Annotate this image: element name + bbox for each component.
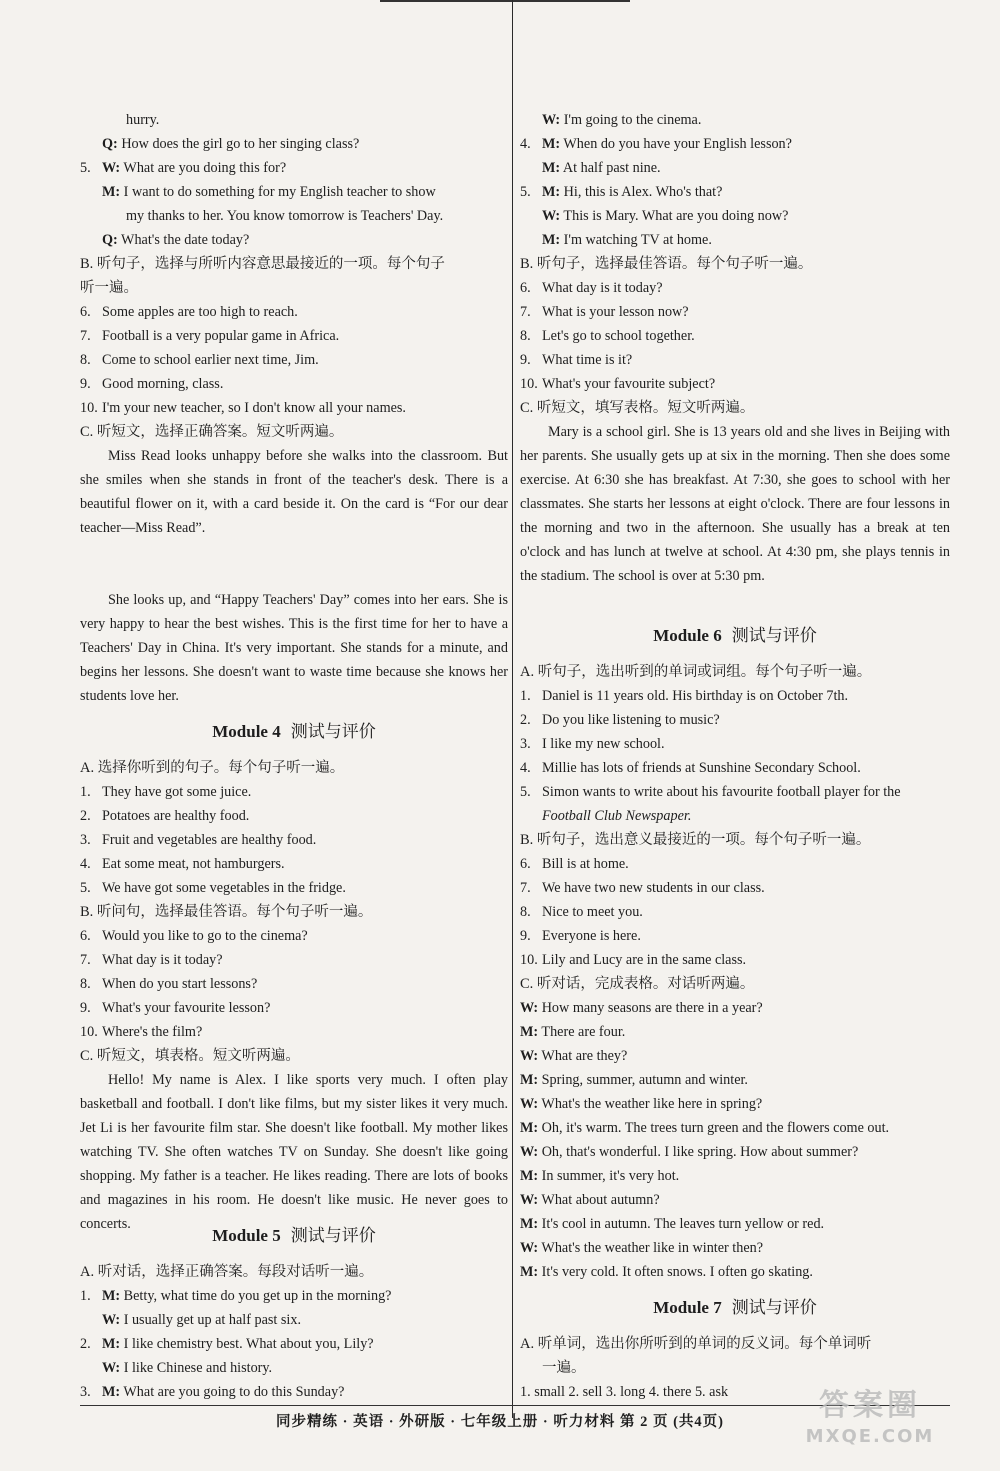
sentence-text: Let's go to school together. [542,328,695,344]
numbered-sentence [80,324,508,348]
item-number: 10. [80,400,98,416]
watermark-logo [770,1387,970,1457]
item-number: 7. [520,880,531,896]
sentence-text: Would you like to go to the cinema? [102,928,308,944]
module-subtitle: 测试与评价 [731,626,817,645]
numbered-sentence [520,708,950,732]
speaker-label: W: [520,1048,539,1064]
dialogue-text: Betty, what time do you get up in the morning? [120,1288,392,1304]
dialogue-text: In summer, it's very hot. [538,1168,680,1184]
item-number: 4. [520,136,531,152]
section-instruction: 一遍。 [542,1360,586,1376]
numbered-sentence [520,324,950,348]
dialogue-line [80,132,508,156]
dialogue-text: What are you going to do this Sunday? [120,1384,345,1400]
section-instruction: C. 听短文，填写表格。短文听两遍。 [520,400,755,416]
item-number: 8. [520,328,531,344]
sentence-text: Where's the film? [102,1024,203,1040]
section-instruction: A. 选择你听到的句子。每个句子听一遍。 [80,760,345,776]
dialogue-text: How does the girl go to her singing class? [117,136,360,152]
numbered-sentence [80,1020,508,1044]
numbered-sentence [520,732,950,756]
sentence-text: Bill is at home. [542,856,629,872]
speaker-label: W: [520,1096,539,1112]
speaker-label: M: [520,1024,539,1040]
numbered-sentence [520,348,950,372]
dialogue-line [520,1212,950,1236]
sentence-text: Lily and Lucy are in the same class. [542,952,747,968]
section-instruction: A. 听单词，选出你所听到的单词的反义词。每个单词听 [520,1336,872,1352]
dialogue-line [520,1020,950,1044]
dialogue-text: What's the weather like here in spring? [538,1096,763,1112]
dialogue-line [520,1188,950,1212]
item-number: 8. [80,352,91,368]
item-number: 2. [520,712,531,728]
dialogue-text: What about autumn? [538,1192,660,1208]
item-number: 6. [80,304,91,320]
item-number: 7. [80,952,91,968]
item-number: 5. [80,160,91,176]
sentence-text: We have two new students in our class. [542,880,765,896]
dialogue-text: I like chemistry best. What about you, Lily? [120,1336,374,1352]
item-number: 4. [80,856,91,872]
right-column [520,108,950,1404]
module-subtitle: 测试与评价 [290,722,376,741]
module-subtitle: 测试与评价 [290,1226,376,1245]
sentence-text: What day is it today? [102,952,223,968]
speaker-label: M: [542,184,561,200]
numbered-sentence [80,948,508,972]
passage-paragraph: She looks up, and “Happy Teachers' Day” comes into her ears. She is very happy to hear the best wishes. This is the first time for her to have a Teachers' Day in China. It's very important. She stands for a minute, and begins her lessons. She doesn't want to waste time because she knows her students love her. [80,592,508,704]
dialogue-line [520,204,950,228]
numbered-sentence [80,924,508,948]
dialogue-text: What are you doing this for? [120,160,287,176]
item-number: 10. [520,952,538,968]
sentence-text: Potatoes are healthy food. [102,808,250,824]
dialogue-line [520,180,950,204]
module-name: Module 4 [212,722,281,741]
dialogue-line [520,156,950,180]
section-instruction: 听一遍。 [80,280,138,296]
item-number: 5. [80,880,91,896]
item-number: 6. [520,280,531,296]
dialogue-text: When do you have your English lesson? [560,136,792,152]
section-instruction: B. 听句子，选出意义最接近的一项。每个句子听一遍。 [520,832,871,848]
item-number: 10. [80,1024,98,1040]
dialogue-text: I usually get up at half past six. [120,1312,301,1328]
numbered-sentence [80,300,508,324]
module-heading [80,1212,508,1260]
text-line: 1. small 2. sell 3. long 4. there 5. ask [520,1384,729,1400]
sentence-text: Do you like listening to music? [542,712,720,728]
dialogue-text: At half past nine. [560,160,661,176]
numbered-sentence [80,828,508,852]
dialogue-text: What's the weather like in winter then? [538,1240,764,1256]
numbered-sentence [80,372,508,396]
module-subtitle: 测试与评价 [731,1298,817,1317]
item-number: 1. [520,688,531,704]
speaker-label: M: [520,1168,539,1184]
speaker-label: Q: [102,136,118,152]
module-heading [520,1284,950,1332]
sentence-text: Simon wants to write about his favourite football player for the [542,784,901,800]
item-number: 1. [80,1288,91,1304]
numbered-sentence [520,924,950,948]
dialogue-line [520,1092,950,1116]
section-instruction: C. 听对话，完成表格。对话听两遍。 [520,976,755,992]
section-instruction: B. 听问句，选择最佳答语。每个句子听一遍。 [80,904,373,920]
dialogue-text: It's very cold. It often snows. I often go skating. [538,1264,813,1280]
numbered-sentence [520,756,950,780]
speaker-label: M: [520,1216,539,1232]
section-instruction: B. 听句子，选择最佳答语。每个句子听一遍。 [520,256,813,272]
numbered-sentence [520,900,950,924]
dialogue-text: This is Mary. What are you doing now? [560,208,789,224]
item-number: 3. [520,736,531,752]
item-number: 5. [520,184,531,200]
dialogue-text: It's cool in autumn. The leaves turn yellow or red. [538,1216,825,1232]
speaker-label: W: [102,1360,121,1376]
sentence-text: Come to school earlier next time, Jim. [102,352,319,368]
speaker-label: W: [542,112,561,128]
sentence-text: What's your favourite lesson? [102,1000,271,1016]
dialogue-text: I'm watching TV at home. [560,232,712,248]
numbered-sentence [80,348,508,372]
section-instruction: C. 听短文，填表格。短文听两遍。 [80,1048,300,1064]
dialogue-line [520,1164,950,1188]
speaker-label: M: [520,1072,539,1088]
passage-paragraph: Miss Read looks unhappy before she walks into the classroom. But she smiles when she stands in front of the teacher's desk. There is a beautiful flower on it, with a card beside it. On the card is “For our dear teacher—Miss Read”. [80,448,508,536]
sentence-text: Fruit and vegetables are healthy food. [102,832,317,848]
speaker-label: M: [542,160,561,176]
speaker-label: M: [102,1288,121,1304]
sentence-text: They have got some juice. [102,784,252,800]
item-number: 4. [520,760,531,776]
dialogue-line [520,1260,950,1284]
module-name: Module 7 [653,1298,722,1317]
speaker-label: W: [542,208,561,224]
sentence-text: Good morning, class. [102,376,224,392]
speaker-label: M: [102,184,121,200]
module-heading [80,708,508,756]
sentence-text: Football is a very popular game in Africa. [102,328,340,344]
item-number: 9. [80,1000,91,1016]
dialogue-line [80,180,508,204]
sentence-text: Nice to meet you. [542,904,643,920]
item-number: 7. [520,304,531,320]
numbered-sentence [520,876,950,900]
dialogue-text: Oh, that's wonderful. I like spring. How about summer? [538,1144,859,1160]
sentence-text: I like my new school. [542,736,665,752]
dialogue-text: Oh, it's warm. The trees turn green and the flowers come out. [538,1120,890,1136]
sentence-text: Everyone is here. [542,928,641,944]
speaker-label: M: [542,136,561,152]
sentence-text: Some apples are too high to reach. [102,304,298,320]
sentence-text: What day is it today? [542,280,663,296]
item-number: 2. [80,808,91,824]
dialogue-line [520,1068,950,1092]
column-divider [512,0,513,1418]
speaker-label: W: [102,160,121,176]
text-line: hurry. [126,112,160,128]
item-number: 5. [520,784,531,800]
sentence-text: We have got some vegetables in the fridge. [102,880,346,896]
top-rule [380,0,630,2]
item-number: 8. [80,976,91,992]
item-number: 3. [80,832,91,848]
item-number: 1. [80,784,91,800]
module-heading [520,612,950,660]
module-name: Module 5 [212,1226,281,1245]
sentence-text: Eat some meat, not hamburgers. [102,856,285,872]
speaker-label: M: [520,1120,539,1136]
numbered-sentence [80,972,508,996]
numbered-sentence [80,852,508,876]
speaker-label: M: [542,232,561,248]
dialogue-text: There are four. [538,1024,626,1040]
section-instruction: A. 听对话，选择正确答案。每段对话听一遍。 [80,1264,374,1280]
dialogue-text: How many seasons are there in a year? [538,1000,763,1016]
speaker-label: W: [520,1192,539,1208]
dialogue-text: I want to do something for my English teacher to show [120,184,436,200]
numbered-sentence [520,780,950,804]
speaker-label: M: [102,1384,121,1400]
speaker-label: W: [520,1144,539,1160]
numbered-sentence [80,876,508,900]
dialogue-line [520,132,950,156]
sentence-text: When do you start lessons? [102,976,258,992]
item-number: 6. [80,928,91,944]
page-footer: 同步精练 · 英语 · 外研版 · 七年级上册 · 听力材料 第 2 页 (共4页) [276,1414,724,1430]
item-number: 7. [80,328,91,344]
text-line: Football Club Newspaper. [542,808,692,824]
sentence-text: I'm your new teacher, so I don't know all your names. [102,400,406,416]
dialogue-line [80,1284,508,1308]
speaker-label: M: [102,1336,121,1352]
dialogue-line [520,228,950,252]
item-number: 9. [80,376,91,392]
section-instruction: B. 听句子，选择与所听内容意思最接近的一项。每个句子 [80,256,445,272]
dialogue-line [520,1236,950,1260]
speaker-label: Q: [102,232,118,248]
dialogue-text: Hi, this is Alex. Who's that? [560,184,723,200]
dialogue-text: I like Chinese and history. [120,1360,273,1376]
item-number: 3. [80,1384,91,1400]
numbered-sentence [80,996,508,1020]
sentence-text: Millie has lots of friends at Sunshine Secondary School. [542,760,861,776]
watermark-bottom-text: MXQE.COM [805,1426,935,1447]
item-number: 9. [520,928,531,944]
numbered-sentence [520,852,950,876]
item-number: 9. [520,352,531,368]
sentence-text: What is your lesson now? [542,304,689,320]
item-number: 8. [520,904,531,920]
dialogue-line [80,1356,508,1380]
numbered-sentence [520,300,950,324]
speaker-label: W: [520,1240,539,1256]
numbered-sentence [80,396,508,420]
sentence-text: What time is it? [542,352,633,368]
passage-paragraph: Hello! My name is Alex. I like sports very much. I often play basketball and football. I don't like films, but my sister likes it very much. Jet Li is her favourite film star. She doesn't like football. My mother likes watching TV. She often watches TV on Sunday. She doesn't like going shopping. My father is a teacher. He likes reading. There are lots of books and magazines in his room. He doesn't like music. He never goes to concerts. [80,1072,508,1232]
watermark-top-text: 答案圈 [819,1388,921,1423]
dialogue-text: I'm going to the cinema. [560,112,702,128]
item-number: 2. [80,1336,91,1352]
dialogue-line [520,1116,950,1140]
dialogue-line [520,108,950,132]
dialogue-line [520,1140,950,1164]
numbered-sentence [80,780,508,804]
dialogue-line [80,1332,508,1356]
dialogue-text: What are they? [538,1048,628,1064]
left-column [80,108,508,1404]
dialogue-line [520,996,950,1020]
dialogue-line [80,228,508,252]
text-line: my thanks to her. You know tomorrow is Teachers' Day. [126,208,444,224]
section-instruction: A. 听句子，选出听到的单词或词组。每个句子听一遍。 [520,664,872,680]
dialogue-text: What's the date today? [117,232,250,248]
dialogue-text: Spring, summer, autumn and winter. [538,1072,748,1088]
numbered-sentence [520,372,950,396]
numbered-sentence [80,804,508,828]
dialogue-line [80,1380,508,1404]
dialogue-line [520,1044,950,1068]
section-instruction: C. 听短文，选择正确答案。短文听两遍。 [80,424,344,440]
numbered-sentence [520,948,950,972]
speaker-label: W: [520,1000,539,1016]
item-number: 6. [520,856,531,872]
dialogue-line [80,1308,508,1332]
sentence-text: What's your favourite subject? [542,376,716,392]
numbered-sentence [520,276,950,300]
speaker-label: M: [520,1264,539,1280]
numbered-sentence [520,684,950,708]
dialogue-line [80,156,508,180]
module-name: Module 6 [653,626,722,645]
speaker-label: W: [102,1312,121,1328]
passage-paragraph: Mary is a school girl. She is 13 years old and she lives in Beijing with her parents. She usually gets up at six in the morning. Then she does some exercise. At 6:30 she has breakfast. At 7:30, she goes to school with her classmates. She starts her lessons at eight o'clock. There are four lessons in the morning and two in the afternoon. She usually has a break at ten o'clock and has lunch at twelve at school. At 4:30 pm, she plays tennis in the stadium. The school is over at 5:30 pm. [520,424,950,584]
sentence-text: Daniel is 11 years old. His birthday is on October 7th. [542,688,849,704]
item-number: 10. [520,376,538,392]
